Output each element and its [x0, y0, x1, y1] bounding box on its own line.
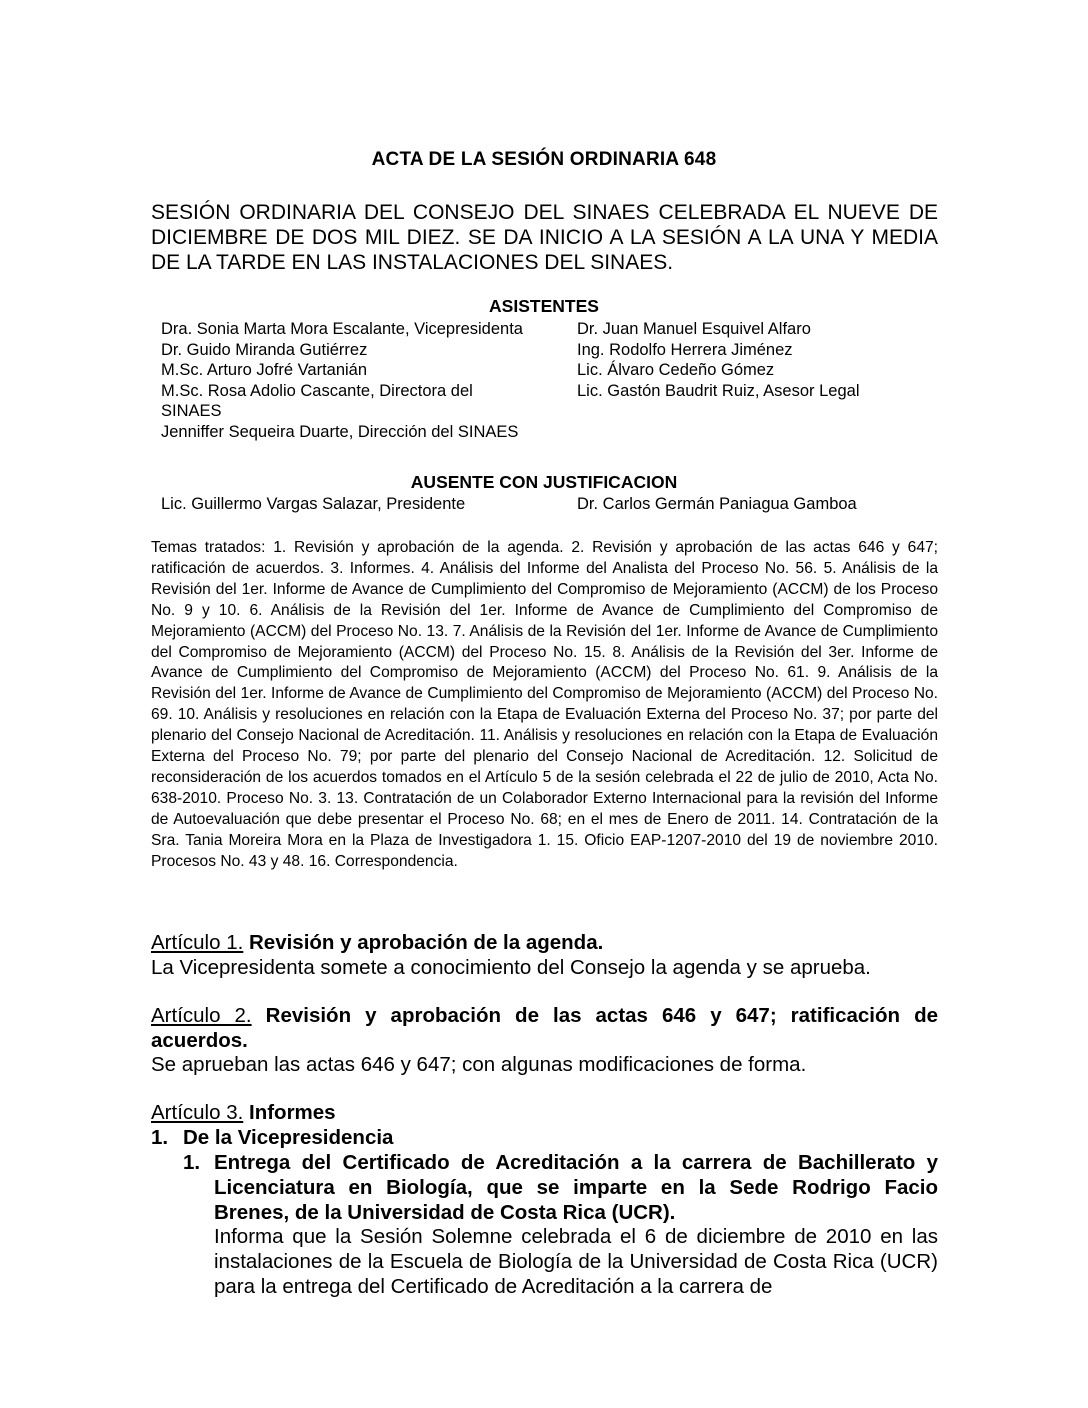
list-number: 1.: [151, 1126, 169, 1149]
list-number: 1.: [183, 1151, 201, 1174]
articulo-1-body: La Vicepresidenta somete a conocimiento del Consejo la agenda y se aprueba.: [151, 956, 871, 979]
attendee-name: Dr. Juan Manuel Esquivel Alfaro: [577, 320, 811, 338]
temas-tratados: Temas tratados: 1. Revisión y aprobación de la agenda. 2. Revisión y aprobación de las actas 646 y 647; ratificación de acuerdos. 3. Informes. 4. Análisis del Informe del Analista del Proceso No. 56. 5. Análisis de la Revisión del 1er. Informe de Avance de Cumplimiento del Compromiso de Mejoramiento (ACCM) de los Proceso No. 9 y 10. 6. Análisis de la Revisión del 1er. Informe de Avance de Cumplimiento del Compromiso de Mejoramiento (ACCM) del Proceso No. 13. 7. Análisis de la Revisión del 1er. Informe de Avance de Cumplimiento del Compromiso de Mejoramiento (ACCM) del Proceso No. 15. 8. Análisis de la Revisión del 3er. Informe de Avance de Cumplimiento del Compromiso de Mejoramiento (ACCM) del Proceso No. 61. 9. Análisis de la Revisión del 1er. Informe de Avance de Cumplimiento del Compromiso de Mejoramiento (ACCM) del Proceso No. 69. 10. Análisis y resoluciones en relación con la Etapa de Evaluación Externa del Proceso No. 37; por parte del plenario del Consejo Nacional de Acreditación. 11. Análisis y resoluciones en relación con la Etapa de Evaluación Externa del Proceso No. 79; por parte del plenario del Consejo Nacional de Acreditación. 12. Solicitud de reconsideración de los acuerdos tomados en el Artículo 5 de la sesión celebrada el 22 de julio de 2010, Acta No. 638-2010. Proceso No. 3. 13. Contratación de un Colaborador Externo Internacional para la revisión del Informe de Autoevaluación que debe presentar el Proceso No. 68; en el mes de Enero de 2011. 14. Contratación de la Sra. Tania Moreira Mora en la Plaza de Investigadora 1. 15. Oficio EAP-1207-2010 del 19 de noviembre 2010. Procesos No. 43 y 48. 16. Correspondencia.: [151, 539, 938, 870]
attendee-name: Jenniffer Sequeira Duarte, Dirección del SINAES: [161, 422, 519, 441]
asistentes-left-column: [161, 319, 523, 443]
articulo-3-heading: [151, 1101, 938, 1126]
attendee-name: Lic. Álvaro Cedeño Gómez: [577, 361, 775, 380]
attendee-name: Ing. Rodolfo Herrera Jiménez: [577, 340, 793, 359]
articulo-title: Revisión y aprobación de las actas 646 y 647; ratificación de acuerdos.: [151, 1004, 938, 1052]
session-intro: SESIÓN ORDINARIA DEL CONSEJO DEL SINAES CELEBRADA EL NUEVE DE DICIEMBRE DE DOS MIL DIEZ. SE DA INICIO A LA SESIÓN A LA UNA Y MEDIA DE LA TARDE EN LAS INSTALACIONES DEL SINAES.: [151, 201, 938, 274]
informes-subheading: De la Vicepresidencia: [183, 1126, 394, 1149]
articulo-1-heading: [151, 931, 938, 956]
attendee-name: Lic. Gastón Baudrit Ruiz, Asesor Legal: [577, 381, 860, 400]
ausentes-right-column: [577, 494, 857, 515]
attendee-name: Dra. Sonia Marta Mora Escalante, Vicepresidenta: [161, 320, 523, 338]
articulo-label: Artículo 3.: [151, 1101, 244, 1124]
attendee-name: SINAES: [161, 402, 222, 421]
articulo-label: Artículo 2.: [151, 1004, 252, 1027]
document-title: ACTA DE LA SESIÓN ORDINARIA 648: [371, 149, 717, 170]
absent-name: Dr. Carlos Germán Paniagua Gamboa: [577, 495, 857, 513]
ausentes-heading: AUSENTE CON JUSTIFICACION: [410, 472, 678, 492]
asistentes-right-column: [577, 319, 859, 401]
absent-name: Lic. Guillermo Vargas Salazar, Presidente: [161, 495, 466, 513]
informe-item-heading: Entrega del Certificado de Acreditación a la carrera de Bachillerato y Licenciatura en Biología, que se imparte en la Sede Rodrigo Facio Brenes, de la Universidad de Costa Rica (UCR).: [214, 1151, 938, 1224]
articulo-label: Artículo 1.: [151, 931, 244, 954]
articulo-title: Revisión y aprobación de la agenda.: [249, 931, 604, 954]
asistentes-heading: ASISTENTES: [489, 296, 599, 316]
informe-item-body: Informa que la Sesión Solemne celebrada el 6 de diciembre de 2010 en las instalaciones de la Escuela de Biología de la Universidad de Costa Rica (UCR) para la entrega del Certificado de Acreditación a la carrera de: [214, 1225, 938, 1298]
ausentes-left-column: [161, 494, 465, 515]
attendee-name: M.Sc. Arturo Jofré Vartanián: [161, 361, 368, 380]
articulo-2-body: Se aprueban las actas 646 y 647; con algunas modificaciones de forma.: [151, 1053, 807, 1076]
articulo-title: Informes: [249, 1101, 336, 1124]
attendee-name: M.Sc. Rosa Adolio Cascante, Directora del: [161, 381, 473, 400]
articulo-2-heading: [151, 1004, 938, 1053]
attendee-name: Dr. Guido Miranda Gutiérrez: [161, 340, 368, 359]
